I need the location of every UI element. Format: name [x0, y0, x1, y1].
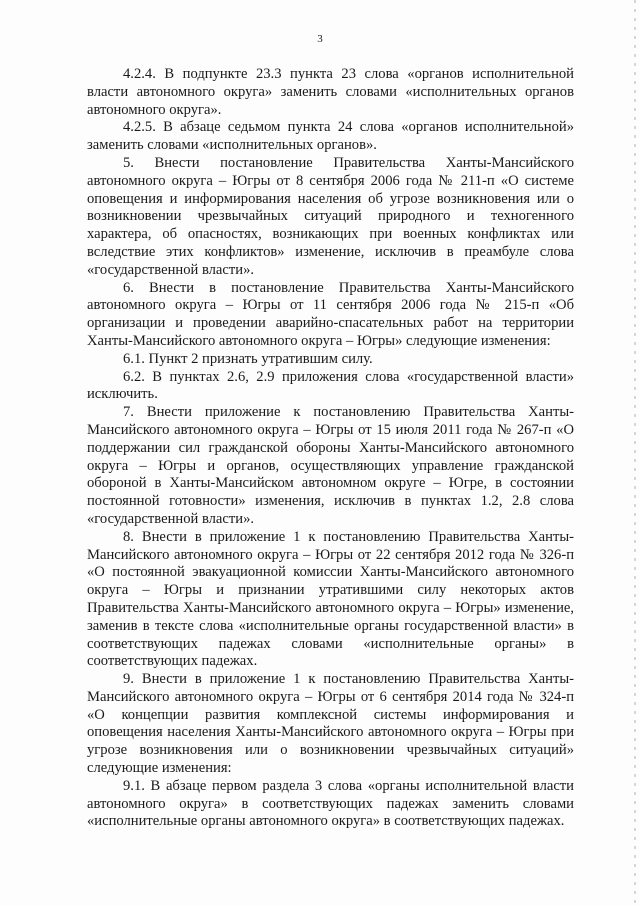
- paragraph-9-1: 9.1. В абзаце первом раздела 3 слова «органы исполнительной власти автономного округа» в соответствующих падежах заменить словами «исполнительные органы автономного округа» в соответствующих падежах.: [87, 777, 574, 830]
- paragraph-4-2-5: 4.2.5. В абзаце седьмом пункта 24 слова «органов исполнительной» заменить словами «исполнительных органов».: [87, 119, 574, 154]
- document-body: [87, 66, 574, 831]
- scan-edge-artifact: [634, 0, 636, 905]
- paragraph-6: 6. Внести в постановление Правительства Ханты-Мансийского автономного округа – Югры от 11 сентября 2006 года № 215-п «Об организации и проведении аварийно-спасательных работ на территории Ханты-Мансийского автономного округа – Югры» следующие изменения:: [87, 279, 574, 349]
- paragraph-5: 5. Внести постановление Правительства Ханты-Мансийского автономного округа – Югры от 8 сентября 2006 года № 211-п «О системе оповещения и информирования населения об угрозе возникновения или о возникновении чрезвычайных ситуаций природного и техногенного характера, об опасностях, возникающих при военных конфликтах или вследствие этих конфликтов» изменение, исключив в преамбуле слова «государственной власти».: [87, 154, 574, 278]
- page-number: 3: [317, 33, 323, 45]
- paragraph-8: 8. Внести в приложение 1 к постановлению Правительства Ханты-Мансийского автономного округа – Югры от 22 сентября 2012 года № 326-п «О постоянной эвакуационной комиссии Ханты-Мансийского автономного округа – Югры и признании утратившими силу некоторых актов Правительства Ханты-Мансийского автономного округа – Югры» изменение, заменив в тексте слова «исполнительные органы государственной власти» в соответствующих падежах словами «исполнительные органы» в соответствующих падежах.: [87, 528, 574, 670]
- paragraph-9: 9. Внести в приложение 1 к постановлению Правительства Ханты-Мансийского автономного округа – Югры от 6 сентября 2014 года № 324-п «О концепции развития комплексной системы информирования и оповещения населения Ханты-Мансийского автономного округа – Югры при угрозе возникновения или о возникновении чрезвычайных ситуаций» следующие изменения:: [87, 671, 574, 777]
- paragraph-7: 7. Внести приложение к постановлению Правительства Ханты-Мансийского автономного округа – Югры от 15 июля 2011 года № 267-п «О поддержании сил гражданской обороны Ханты-Мансийского автономного округа – Югры и органов, осуществляющих управление гражданской обороной в Ханты-Мансийском автономном округе – Югре, в состоянии постоянной готовности» изменения, исключив в пунктах 1.2, 2.8 слова «государственной власти».: [87, 404, 574, 527]
- paragraph-4-2-4: 4.2.4. В подпункте 23.3 пункта 23 слова «органов исполнительной власти автономного округа» заменить словами «исполнительных органов автономного округа».: [87, 66, 574, 118]
- paragraph-6-2: 6.2. В пунктах 2.6, 2.9 приложения слова «государственной власти» исключить.: [87, 368, 574, 403]
- paragraph-6-1: 6.1. Пункт 2 признать утратившим силу.: [123, 350, 373, 367]
